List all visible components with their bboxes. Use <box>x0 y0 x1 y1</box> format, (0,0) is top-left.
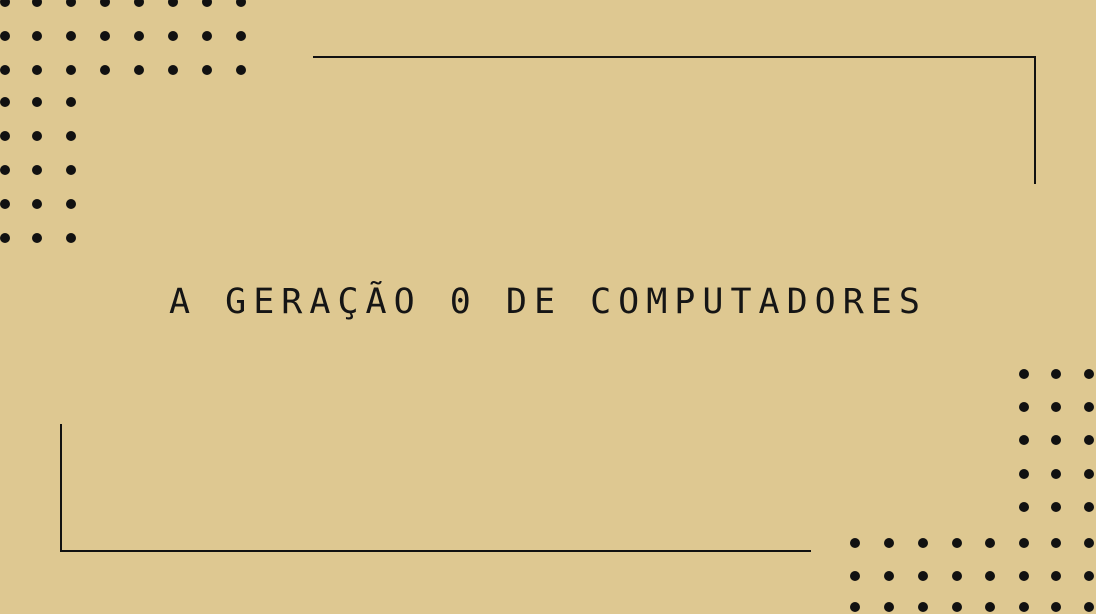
dot <box>32 165 42 175</box>
dot <box>66 97 76 107</box>
dot <box>100 65 110 75</box>
dot <box>985 538 995 548</box>
dot <box>850 538 860 548</box>
dot <box>1051 602 1061 612</box>
dot <box>918 538 928 548</box>
dot <box>0 31 10 41</box>
dot <box>168 0 178 7</box>
dot <box>952 602 962 612</box>
left-frame-line <box>60 424 62 552</box>
dot <box>1019 538 1029 548</box>
dot <box>66 31 76 41</box>
dot <box>884 571 894 581</box>
dot <box>1051 435 1061 445</box>
dot <box>100 31 110 41</box>
top-frame-line <box>313 56 1036 58</box>
dot <box>1051 369 1061 379</box>
dot <box>1084 435 1094 445</box>
dot <box>884 602 894 612</box>
dot <box>134 31 144 41</box>
dot <box>32 97 42 107</box>
dot <box>32 199 42 209</box>
dot <box>1051 571 1061 581</box>
dot <box>168 65 178 75</box>
dot <box>66 0 76 7</box>
dot <box>1019 369 1029 379</box>
dot <box>32 131 42 141</box>
dot <box>1019 602 1029 612</box>
dot <box>1019 402 1029 412</box>
dot <box>202 0 212 7</box>
dot <box>918 571 928 581</box>
dot <box>1084 369 1094 379</box>
dot <box>202 31 212 41</box>
dot <box>1019 571 1029 581</box>
dot <box>1084 571 1094 581</box>
top-left-dot-cluster <box>0 0 246 243</box>
dot <box>66 165 76 175</box>
dot <box>168 31 178 41</box>
bottom-right-dot-cluster <box>850 369 1094 612</box>
dot <box>884 538 894 548</box>
dot <box>952 538 962 548</box>
dot <box>66 199 76 209</box>
dot <box>1051 538 1061 548</box>
dot <box>0 65 10 75</box>
dot <box>0 233 10 243</box>
dot <box>32 0 42 7</box>
dot <box>236 31 246 41</box>
dot <box>66 131 76 141</box>
dot <box>1051 502 1061 512</box>
dot <box>918 602 928 612</box>
dot <box>1051 402 1061 412</box>
dot <box>1051 469 1061 479</box>
dot <box>202 65 212 75</box>
dot <box>134 65 144 75</box>
slide-title: A GERAÇÃO 0 DE COMPUTADORES <box>169 282 927 322</box>
dot <box>236 65 246 75</box>
dot <box>850 571 860 581</box>
dot <box>0 199 10 209</box>
dot <box>32 31 42 41</box>
dot <box>985 602 995 612</box>
dot <box>952 571 962 581</box>
dot <box>100 0 110 7</box>
dot <box>32 233 42 243</box>
dot <box>236 0 246 7</box>
bottom-frame-line <box>60 550 811 552</box>
dot <box>66 233 76 243</box>
dot <box>1084 538 1094 548</box>
dot <box>985 571 995 581</box>
dot <box>1019 502 1029 512</box>
dot <box>1084 502 1094 512</box>
dot <box>1019 469 1029 479</box>
dot <box>0 131 10 141</box>
dot <box>0 97 10 107</box>
dot <box>850 602 860 612</box>
right-frame-line <box>1034 56 1036 184</box>
dot <box>0 165 10 175</box>
dot <box>66 65 76 75</box>
dot <box>1019 435 1029 445</box>
dot <box>134 0 144 7</box>
dot <box>32 65 42 75</box>
dot <box>1084 469 1094 479</box>
dot <box>1084 402 1094 412</box>
dot <box>1084 602 1094 612</box>
dot <box>0 0 10 7</box>
